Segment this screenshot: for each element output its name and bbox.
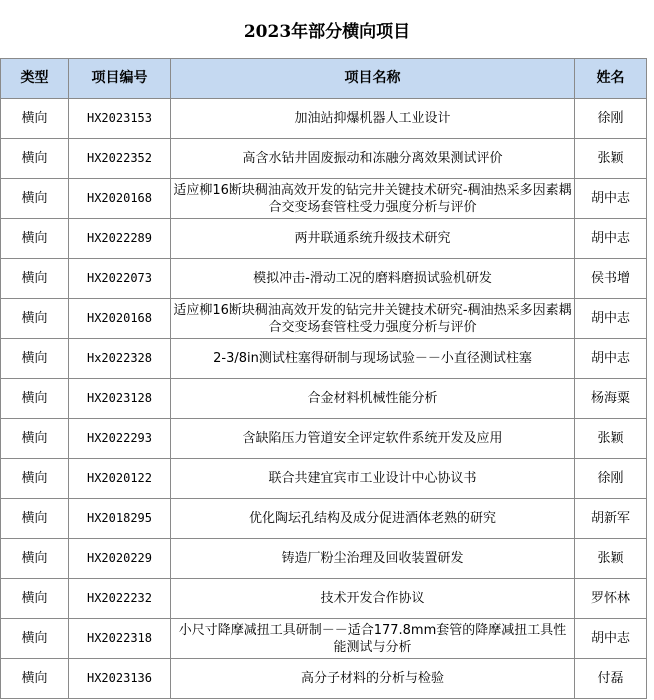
cell-person: 罗怀林 bbox=[575, 579, 647, 619]
cell-person: 胡中志 bbox=[575, 619, 647, 659]
table-row bbox=[1, 99, 647, 139]
table-header-row bbox=[1, 59, 647, 99]
cell-name: 适应柳16断块稠油高效开发的钻完井关键技术研究-稠油热采多因素耦合交变场套管柱受力强度分析与评价 bbox=[171, 179, 575, 219]
cell-code: HX2022352 bbox=[69, 139, 171, 179]
cell-name: 含缺陷压力管道安全评定软件系统开发及应用 bbox=[171, 419, 575, 459]
cell-person: 徐刚 bbox=[575, 459, 647, 499]
cell-type: 横向 bbox=[1, 419, 69, 459]
cell-type: 横向 bbox=[1, 499, 69, 539]
table-body bbox=[1, 99, 647, 699]
table-row bbox=[1, 619, 647, 659]
cell-type: 横向 bbox=[1, 659, 69, 699]
table-row bbox=[1, 219, 647, 259]
cell-type: 横向 bbox=[1, 379, 69, 419]
cell-type: 横向 bbox=[1, 99, 69, 139]
table-row bbox=[1, 659, 647, 699]
cell-person: 胡中志 bbox=[575, 219, 647, 259]
cell-code: HX2022073 bbox=[69, 259, 171, 299]
cell-type: 横向 bbox=[1, 459, 69, 499]
cell-person: 杨海粟 bbox=[575, 379, 647, 419]
cell-person: 张颖 bbox=[575, 419, 647, 459]
cell-code: Hx2022328 bbox=[69, 339, 171, 379]
cell-type: 横向 bbox=[1, 299, 69, 339]
table-row bbox=[1, 179, 647, 219]
cell-person: 付磊 bbox=[575, 659, 647, 699]
cell-name: 合金材料机械性能分析 bbox=[171, 379, 575, 419]
cell-code: HX2020122 bbox=[69, 459, 171, 499]
column-header-person: 姓名 bbox=[575, 59, 647, 99]
cell-type: 横向 bbox=[1, 139, 69, 179]
cell-code: HX2020229 bbox=[69, 539, 171, 579]
column-header-type: 类型 bbox=[1, 59, 69, 99]
cell-name: 模拟冲击-滑动工况的磨料磨损试验机研发 bbox=[171, 259, 575, 299]
cell-person: 胡中志 bbox=[575, 179, 647, 219]
cell-type: 横向 bbox=[1, 619, 69, 659]
column-header-name: 项目名称 bbox=[171, 59, 575, 99]
cell-name: 技术开发合作协议 bbox=[171, 579, 575, 619]
cell-person: 侯书增 bbox=[575, 259, 647, 299]
cell-type: 横向 bbox=[1, 579, 69, 619]
page-title: 2023年部分横向项目 bbox=[243, 21, 411, 42]
projects-table bbox=[0, 58, 647, 699]
cell-name: 高含水钻井固废振动和冻融分离效果测试评价 bbox=[171, 139, 575, 179]
cell-person: 胡新军 bbox=[575, 499, 647, 539]
table-row bbox=[1, 419, 647, 459]
cell-type: 横向 bbox=[1, 219, 69, 259]
cell-person: 徐刚 bbox=[575, 99, 647, 139]
cell-person: 张颖 bbox=[575, 139, 647, 179]
table-row bbox=[1, 379, 647, 419]
table-row bbox=[1, 299, 647, 339]
cell-type: 横向 bbox=[1, 339, 69, 379]
cell-name: 高分子材料的分析与检验 bbox=[171, 659, 575, 699]
cell-type: 横向 bbox=[1, 179, 69, 219]
cell-name: 铸造厂粉尘治理及回收装置研发 bbox=[171, 539, 575, 579]
table-row bbox=[1, 579, 647, 619]
cell-name: 小尺寸降摩减扭工具研制－－适合177.8mm套管的降摩减扭工具性能测试与分析 bbox=[171, 619, 575, 659]
cell-type: 横向 bbox=[1, 539, 69, 579]
table-row bbox=[1, 539, 647, 579]
cell-name: 联合共建宜宾市工业设计中心协议书 bbox=[171, 459, 575, 499]
cell-name: 两井联通系统升级技术研究 bbox=[171, 219, 575, 259]
table-row bbox=[1, 499, 647, 539]
cell-code: HX2020168 bbox=[69, 179, 171, 219]
cell-person: 张颖 bbox=[575, 539, 647, 579]
cell-person: 胡中志 bbox=[575, 299, 647, 339]
cell-person: 胡中志 bbox=[575, 339, 647, 379]
cell-code: HX2022289 bbox=[69, 219, 171, 259]
cell-name: 2-3/8in测试柱塞得研制与现场试验－－小直径测试柱塞 bbox=[171, 339, 575, 379]
cell-code: HX2022293 bbox=[69, 419, 171, 459]
cell-code: HX2023128 bbox=[69, 379, 171, 419]
table-row bbox=[1, 259, 647, 299]
table-row bbox=[1, 339, 647, 379]
cell-name: 优化陶坛孔结构及成分促进酒体老熟的研究 bbox=[171, 499, 575, 539]
cell-code: HX2022232 bbox=[69, 579, 171, 619]
table-row bbox=[1, 459, 647, 499]
cell-code: HX2023153 bbox=[69, 99, 171, 139]
cell-name: 适应柳16断块稠油高效开发的钻完井关键技术研究-稠油热采多因素耦合交变场套管柱受力强度分析与评价 bbox=[171, 299, 575, 339]
cell-code: HX2022318 bbox=[69, 619, 171, 659]
cell-code: HX2023136 bbox=[69, 659, 171, 699]
cell-name: 加油站抑爆机器人工业设计 bbox=[171, 99, 575, 139]
column-header-code: 项目编号 bbox=[69, 59, 171, 99]
cell-type: 横向 bbox=[1, 259, 69, 299]
cell-code: HX2020168 bbox=[69, 299, 171, 339]
table-row bbox=[1, 139, 647, 179]
cell-code: HX2018295 bbox=[69, 499, 171, 539]
